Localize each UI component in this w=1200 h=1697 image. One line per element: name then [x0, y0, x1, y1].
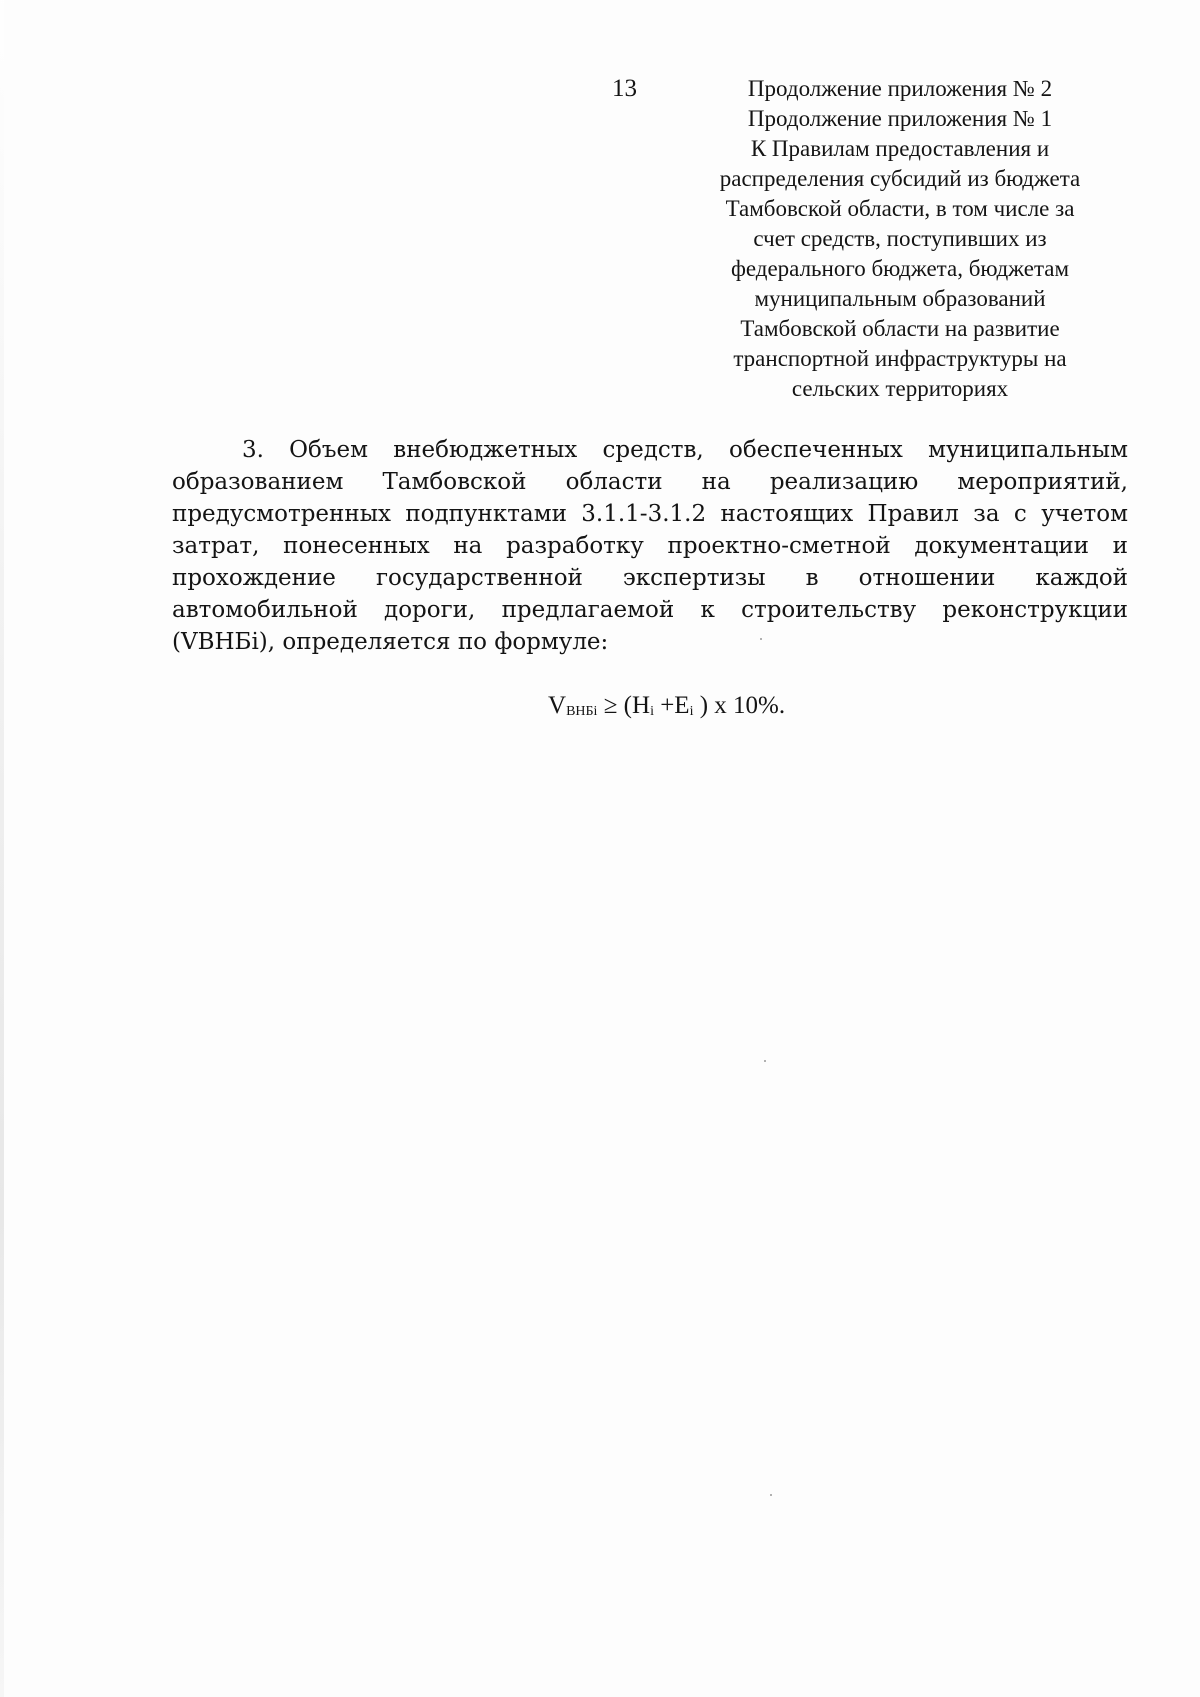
appendix-header-line: сельских территориях — [791, 376, 1009, 401]
paragraph-line: затрат, понесенных на разработку проектно-сметной документации и — [172, 533, 1128, 559]
paragraph-line: предусмотренных подпунктами 3.1.1-3.1.2 настоящих Правил за с учетом — [172, 501, 1128, 527]
page-number: 13 — [612, 75, 637, 102]
paragraph-line: (VВНБi), определяется по формуле: — [172, 629, 609, 655]
appendix-header-line: муниципальным образований — [754, 286, 1046, 311]
scan-edge-shadow — [0, 0, 4, 1697]
appendix-header-line: федерального бюджета, бюджетам — [730, 256, 1070, 281]
appendix-header-line: Тамбовской области на развитие — [740, 316, 1060, 341]
paragraph-3 — [172, 434, 1128, 658]
appendix-header — [690, 74, 1110, 404]
formula-subscript: ВНБi — [566, 704, 598, 719]
scan-speck — [760, 638, 762, 640]
appendix-header-line: Тамбовской области, в том числе за — [725, 196, 1075, 221]
paragraph-line: образованием Тамбовской области на реализацию мероприятий, — [172, 469, 1128, 495]
appendix-header-line: транспортной инфраструктуры на — [733, 346, 1067, 371]
formula-subscript: i — [689, 704, 694, 719]
scan-speck — [770, 1494, 772, 1496]
paragraph-line: автомобильной дороги, предлагаемой к строительству реконструкции — [172, 597, 1128, 623]
scan-speck — [764, 1060, 766, 1062]
paragraph-line: 3. Объем внебюджетных средств, обеспеченных муниципальным — [242, 437, 1128, 463]
formula — [548, 690, 785, 728]
appendix-header-line: счет средств, поступивших из — [753, 226, 1047, 251]
formula-part: ) x 10%. — [693, 692, 786, 719]
formula-part: +E — [653, 692, 690, 719]
appendix-header-line: Продолжение приложения № 2 — [747, 76, 1053, 101]
appendix-header-line: Продолжение приложения № 1 — [747, 106, 1053, 131]
formula-variable: V — [548, 692, 567, 719]
formula-subscript: i — [650, 704, 654, 719]
paragraph-line: прохождение государственной экспертизы в отношении каждой — [172, 565, 1128, 591]
appendix-header-line: К Правилам предоставления и — [750, 136, 1050, 161]
appendix-header-line: распределения субсидий из бюджета — [719, 166, 1081, 191]
formula-part: ≥ (H — [597, 692, 651, 719]
